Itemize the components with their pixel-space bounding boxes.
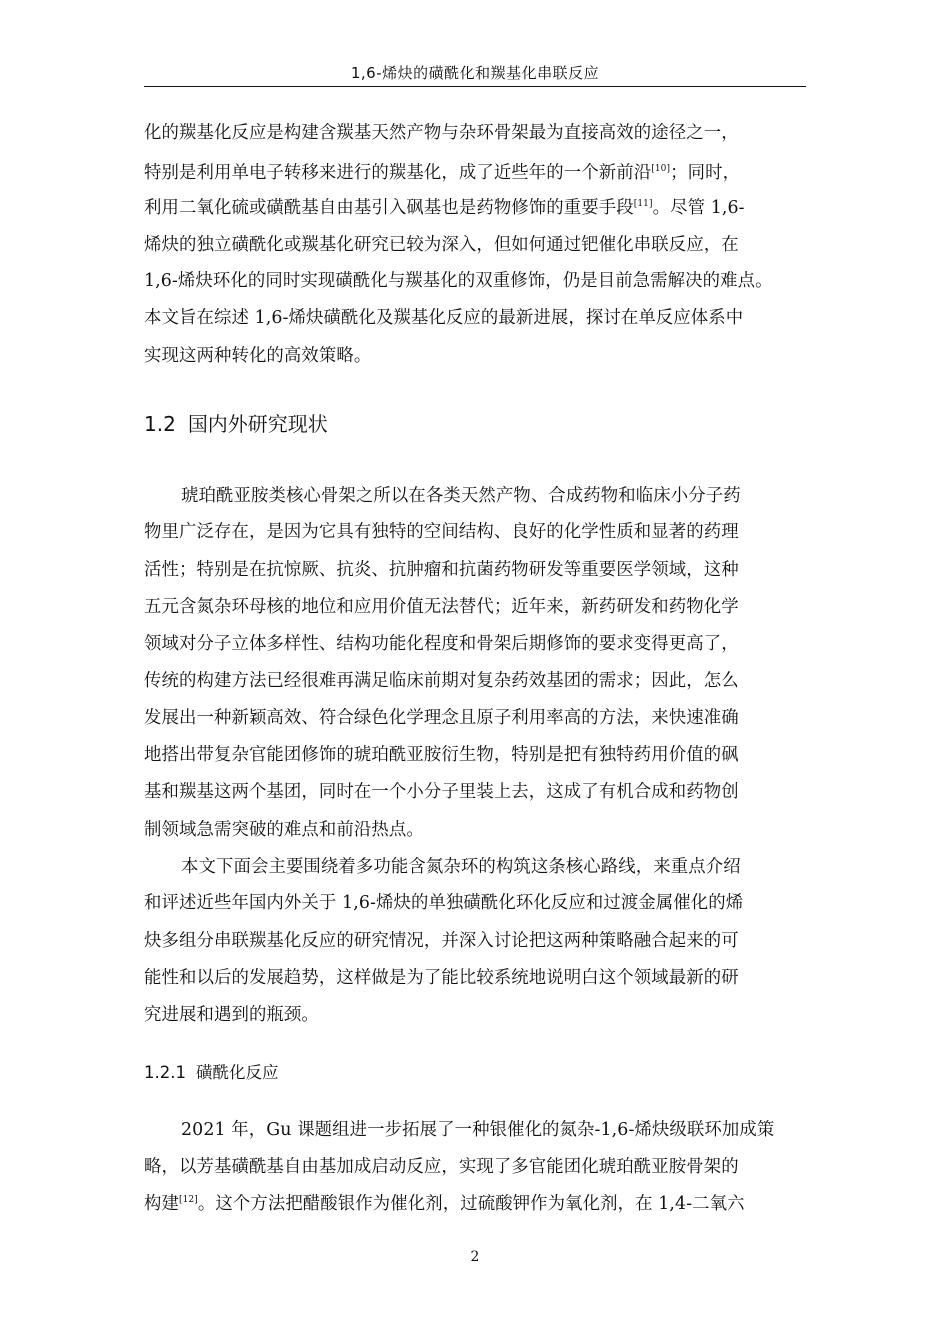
- body-line: [144, 193, 745, 218]
- body-line: 2021 年，Gu 课题组进一步拓展了一种银催化的氮杂-1,6-烯炔级联环加成策: [181, 1120, 775, 1140]
- section-heading: [144, 408, 328, 437]
- body-line: 琥珀酰亚胺类核心骨架之所以在各类天然产物、合成药物和临床小分子药: [181, 486, 741, 506]
- subsection-number: 1.2.1: [144, 1063, 186, 1082]
- body-line: 能性和以后的发展趋势，这样做是为了能比较系统地说明白这个领域最新的研: [144, 968, 739, 988]
- section-number: 1.2: [144, 412, 176, 436]
- citation-ref: [10]: [651, 164, 671, 174]
- header-divider: [144, 86, 806, 87]
- subsection-heading: [144, 1059, 278, 1083]
- body-text: 构建: [144, 1194, 179, 1214]
- body-line: 活性；特别是在抗惊厥、抗炎、抗肿瘤和抗菌药物研发等重要医学领域，这种: [144, 560, 739, 580]
- running-header: 1,6-烯炔的磺酰化和羰基化串联反应: [350, 64, 600, 82]
- body-line: 究进展和遇到的瓶颈。: [144, 1005, 319, 1025]
- body-text: 利用二氧化硫或磺酰基自由基引入砜基也是药物修饰的重要手段: [144, 198, 634, 218]
- body-line: 五元含氮杂环母核的地位和应用价值无法替代；近年来，新药研发和药物化学: [144, 597, 739, 617]
- body-text: ；同时，: [670, 163, 741, 183]
- body-line: 烯炔的独立磺酰化或羰基化研究已较为深入，但如何通过钯催化串联反应，在: [144, 235, 739, 255]
- body-line: [144, 1189, 745, 1214]
- body-line: 领域对分子立体多样性、结构功能化程度和骨架后期修饰的要求变得更高了，: [144, 634, 739, 654]
- body-text: 。这个方法把醋酸银作为催化剂，过硫酸钾作为氧化剂，在 1,4-二氧六: [197, 1194, 745, 1214]
- body-line: [144, 158, 740, 183]
- citation-ref: [12]: [178, 1195, 198, 1205]
- body-line: 物里广泛存在，是因为它具有独特的空间结构、良好的化学性质和显著的药理: [144, 522, 739, 542]
- body-text: 。尽管 1,6-: [652, 198, 745, 218]
- subsection-title: 磺酰化反应: [195, 1063, 279, 1082]
- body-line: 本文旨在综述 1,6-烯炔磺酰化及羰基化反应的最新进展，探讨在单反应体系中: [144, 308, 744, 328]
- body-line: 制领域急需突破的难点和前沿热点。: [144, 820, 424, 840]
- body-line: 基和羰基这两个基团，同时在一个小分子里装上去，这成了有机合成和药物创: [144, 782, 739, 802]
- body-line: 传统的构建方法已经很难再满足临床前期对复杂药效基团的需求；因此，怎么: [144, 671, 739, 691]
- body-line: 发展出一种新颖高效、符合绿色化学理念且原子利用率高的方法，来快速准确: [144, 708, 739, 728]
- page-number: 2: [470, 1249, 480, 1265]
- citation-ref: [11]: [633, 199, 653, 209]
- section-title: 国内外研究现状: [187, 412, 328, 436]
- body-line: 1,6-烯炔环化的同时实现磺酰化与羰基化的双重修饰，仍是目前急需解决的难点。: [144, 271, 773, 291]
- body-line: 略，以芳基磺酰基自由基加成启动反应，实现了多官能团化琥珀酰亚胺骨架的: [144, 1157, 739, 1177]
- body-line: 本文下面会主要围绕着多功能含氮杂环的构筑这条核心路线，来重点介绍: [181, 857, 741, 877]
- body-line: 地搭出带复杂官能团修饰的琥珀酰亚胺衍生物，特别是把有独特药用价值的砜: [144, 745, 739, 765]
- body-line: 实现这两种转化的高效策略。: [144, 346, 372, 366]
- body-line: 化的羰基化反应是构建含羰基天然产物与杂环骨架最为直接高效的途径之一，: [144, 123, 739, 143]
- body-line: 炔多组分串联羰基化反应的研究情况，并深入讨论把这两种策略融合起来的可: [144, 931, 739, 951]
- body-text: 特别是利用单电子转移来进行的羰基化，成了近些年的一个新前沿: [144, 163, 652, 183]
- body-line: 和评述近些年国内外关于 1,6-烯炔的单独磺酰化环化反应和过渡金属催化的烯: [144, 893, 744, 913]
